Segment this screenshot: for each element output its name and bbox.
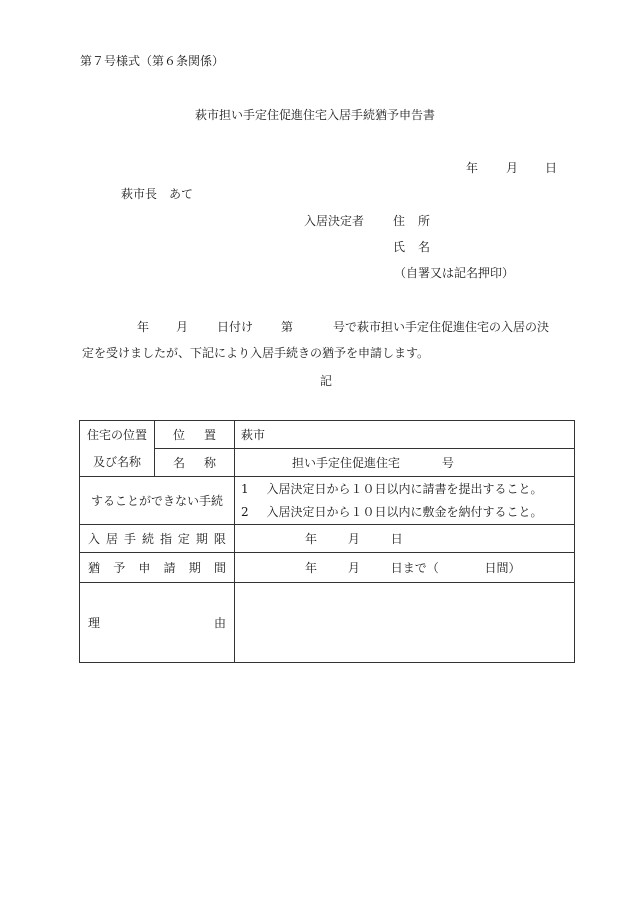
reason-row: [80, 583, 575, 663]
reason-label-1: 理: [88, 615, 101, 630]
procedures-list: [235, 477, 575, 525]
period-char: 申: [138, 560, 151, 575]
reason-label-2: 由: [213, 615, 226, 630]
form-number: 第７号様式（第６条関係）: [80, 54, 225, 68]
body-line1-rest: 号で萩市担い手定住促進住宅の入居の決: [333, 320, 550, 334]
procedure-text: 入居決定日から１０日以内に請書を提出すること。: [266, 482, 543, 496]
body-line2: 定を受けましたが、下記により入居手続きの猶予を申請します。: [82, 346, 430, 360]
name-label-1: 氏: [393, 240, 406, 254]
procedure-num: 2: [241, 505, 249, 519]
address-label-2: 所: [418, 214, 431, 228]
deadline-day: 日: [390, 531, 403, 546]
name-label-2: 名: [418, 240, 431, 254]
location-row: [80, 421, 575, 449]
name-label-2: 称: [203, 455, 216, 470]
deadline-char: 続: [141, 531, 154, 546]
page-title: 萩市担い手定住促進住宅入居手続猶予申告書: [195, 108, 436, 122]
location-label-2: 置: [203, 427, 216, 442]
signature-note: （自署又は記名押印）: [394, 266, 515, 280]
name-suffix: 号: [441, 455, 454, 470]
name-label-1: 名: [173, 455, 186, 470]
name-value-cell: [235, 449, 575, 477]
period-label-cell: [80, 553, 235, 583]
period-char: 猶: [88, 560, 101, 575]
procedures-label: することができない手続: [80, 477, 235, 525]
reason-label-cell: [80, 583, 235, 663]
addressee: 萩市長 あて: [121, 187, 194, 201]
date-day-label: 日: [545, 161, 558, 175]
period-char: 間: [213, 560, 226, 575]
name-value: 担い手定住促進住宅: [292, 455, 401, 470]
housing-label-top: 住宅の位置: [80, 421, 155, 449]
deadline-char: 入: [88, 531, 101, 546]
name-row: [80, 449, 575, 477]
address-label-1: 住: [393, 214, 406, 228]
date-month-label: 月: [506, 161, 519, 175]
deadline-month: 月: [347, 531, 360, 546]
location-label-cell: [155, 421, 235, 449]
deadline-char: 定: [177, 531, 190, 546]
housing-label-bottom: 及び名称: [80, 449, 155, 477]
period-value-cell: [235, 553, 575, 583]
applicant-role: 入居決定者: [304, 214, 365, 228]
period-year: 年: [305, 560, 318, 575]
location-label-1: 位: [173, 427, 186, 442]
procedure-num: 1: [241, 482, 249, 496]
deadline-year: 年: [305, 531, 318, 546]
period-row: [80, 553, 575, 583]
deadline-char: 指: [159, 531, 172, 546]
name-label-cell: [155, 449, 235, 477]
procedure-item: [241, 505, 574, 519]
period-char: 期: [188, 560, 201, 575]
period-month: 月: [347, 560, 360, 575]
period-char: 請: [163, 560, 176, 575]
body-year: 年: [137, 320, 150, 334]
period-days: 日間）: [484, 560, 521, 575]
deadline-row: [80, 525, 575, 553]
period-char: 予: [113, 560, 126, 575]
body-day: 日付け: [217, 320, 254, 334]
procedures-row: [80, 477, 575, 525]
date-year-label: 年: [466, 161, 479, 175]
procedure-text: 入居決定日から１０日以内に敷金を納付すること。: [266, 505, 543, 519]
deadline-char: 限: [213, 531, 226, 546]
reason-value-cell[interactable]: [235, 583, 575, 663]
deadline-char: 手: [123, 531, 136, 546]
procedure-item: [241, 482, 574, 496]
period-until: 日まで（: [390, 560, 439, 575]
body-month: 月: [176, 320, 189, 334]
location-value: 萩市: [235, 421, 575, 449]
body-number: 第: [281, 320, 294, 334]
ki-heading: 記: [320, 374, 333, 388]
deadline-char: 期: [195, 531, 208, 546]
deadline-char: 居: [105, 531, 118, 546]
application-table: [79, 420, 575, 663]
deadline-label-cell: [80, 525, 235, 553]
deadline-value-cell: [235, 525, 575, 553]
